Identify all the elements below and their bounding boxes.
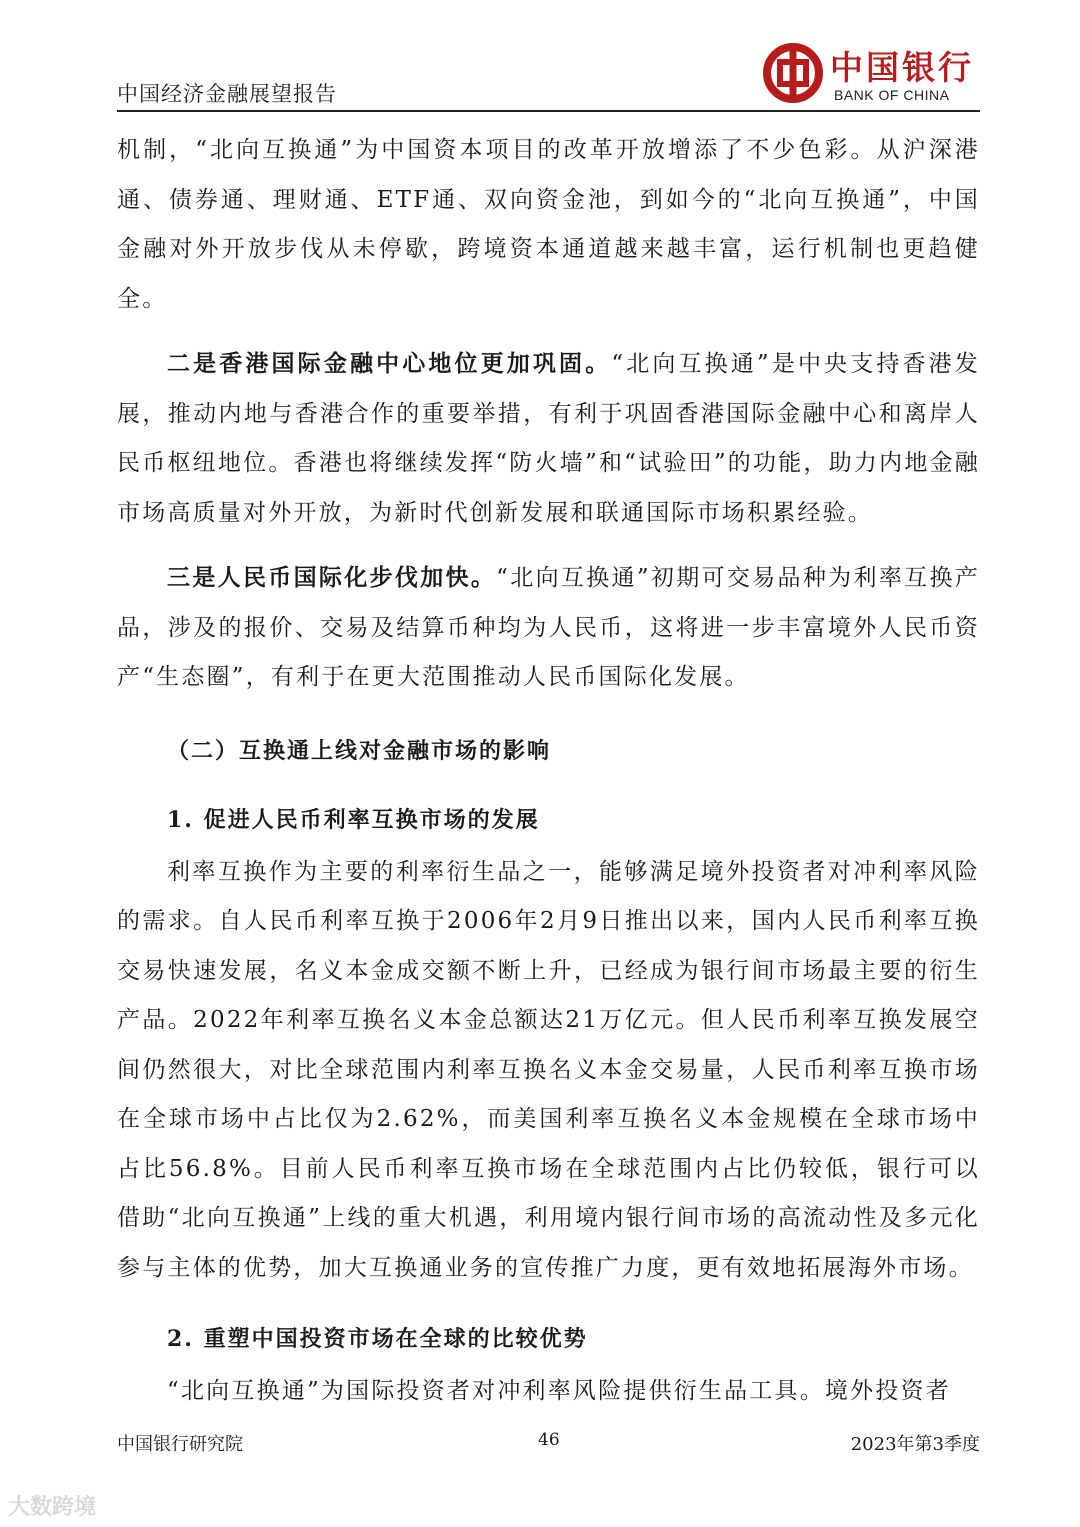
paragraph-opening-mechanism: 机制，“北向互换通”为中国资本项目的改革开放增添了不少色彩。从沪深港通、债券通、理财通、ETF通、双向资金池，到如今的“北向互换通”，中国金融对外开放步伐从未停歇，跨境资本通道越来越丰富，运行机制也更趋健全。 [117,137,980,312]
report-title: 中国经济金融展望报告 [117,82,337,106]
logo-chinese-name: 中国银行 [830,48,974,87]
footer-institute: 中国银行研究院 [117,1434,243,1455]
subheading-comparative-advantage: 2. 重塑中国投资市场在全球的比较优势 [167,1326,588,1352]
footer-quarter: 2023年第3季度 [850,1434,980,1455]
bank-of-china-emblem-icon [762,42,824,104]
subheading-irs-market: 1. 促进人民币利率互换市场的发展 [167,807,540,833]
logo-english-name: BANK OF CHINA [834,87,950,103]
paragraph-rmb-body: “北向互换通”初期可交易品种为利率互换产品，涉及的报价、交易及结算币种均为人民币，这将进一步丰富境外人民币资产“生态圈”，有利于在更大范围推动人民币国际化发展。 [117,565,980,690]
watermark: 大数跨境 [8,1494,97,1519]
paragraph-rmb-lead: 三是人民币国际化步伐加快。 [167,564,497,591]
page-number: 46 [538,1430,560,1450]
paragraph-hedging-tool: “北向互换通”为国际投资者对冲利率风险提供衍生品工具。境外投资者 [167,1377,951,1404]
paragraph-hong-kong-body: “北向互换通”是中央支持香港发展，推动内地与香港合作的重要举措，有利于巩固香港国际金融中心和离岸人民币枢纽地位。香港也将继续发挥“防火墙”和“试验田”的功能，助力内地金融市场高质量对外开放，为新时代创新发展和联通国际市场积累经验。 [117,351,980,526]
header-divider [117,110,980,112]
body-content [117,126,980,1416]
paragraph-irs-development: 利率互换作为主要的利率衍生品之一，能够满足境外投资者对冲利率风险的需求。自人民币利率互换于2006年2月9日推出以来，国内人民币利率互换交易快速发展，名义本金成交额不断上升，已经成为银行间市场最主要的衍生产品。2022年利率互换名义本金总额达21万亿元。但人民币利率互换发展空间仍然很大，对比全球范围内利率互换名义本金交易量，人民币利率互换市场在全球市场中占比仅为2.62%，而美国利率互换名义本金规模在全球市场中占比56.8%。目前人民币利率互换市场在全球范围内占比仍较低，银行可以借助“北向互换通”上线的重大机遇，利用境内银行间市场的高流动性及多元化参与主体的优势，加大互换通业务的宣传推广力度，更有效地拓展海外市场。 [117,858,980,1281]
paragraph-rmb-internationalization [117,553,980,703]
bank-of-china-logo [760,40,980,108]
paragraph-hong-kong-lead: 二是香港国际金融中心地位更加巩固。 [167,350,612,377]
section-heading-impact: （二）互换通上线对金融市场的影响 [167,737,552,764]
paragraph-hong-kong [117,339,980,538]
